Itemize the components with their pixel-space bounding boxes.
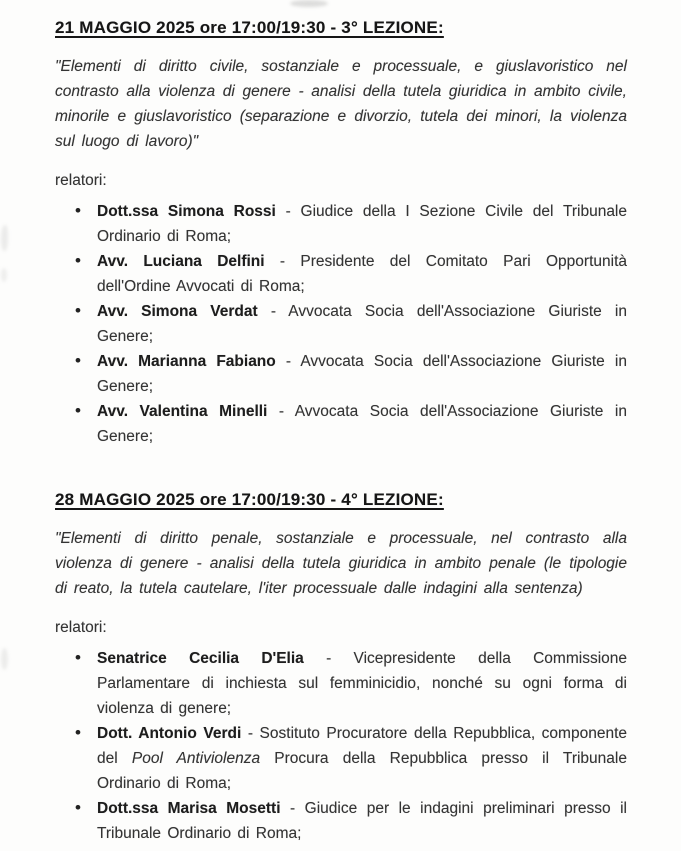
lesson-section-4 <box>55 489 627 846</box>
speaker-item <box>55 299 627 349</box>
bullet-icon: • <box>75 723 81 742</box>
speakers-label: relatori: <box>55 172 107 189</box>
speaker-role: - Sostituto Procuratore della Repubblica, componente del <box>97 725 627 767</box>
speaker-role: - Giudice della I Sezione Civile del Tribunale Ordinario di Roma; <box>97 203 627 245</box>
scan-smudge <box>290 0 328 7</box>
speaker-name: Avv. Simona Verdat <box>97 303 258 320</box>
speaker-item <box>55 721 627 796</box>
bullet-icon: • <box>75 301 81 320</box>
bullet-icon: • <box>75 251 81 270</box>
speaker-item <box>55 249 627 299</box>
speaker-item <box>55 796 627 846</box>
scan-artifact <box>1 648 8 670</box>
speaker-role-italic: Pool Antiviolenza <box>131 750 261 767</box>
speaker-name: Avv. Marianna Fabiano <box>97 353 276 370</box>
speaker-role: - Avvocata Socia dell'Associazione Giuriste in Genere; <box>97 403 627 445</box>
bullet-icon: • <box>75 351 81 370</box>
bullet-icon: • <box>75 648 81 667</box>
speaker-name: Dott.ssa Simona Rossi <box>97 203 276 220</box>
speakers-label: relatori: <box>55 619 107 636</box>
bullet-icon: • <box>75 401 81 420</box>
bullet-icon: • <box>75 798 81 817</box>
scan-artifact <box>1 225 8 251</box>
lesson-description: "Elementi di diritto civile, sostanziale e processuale, e giuslavoristico nel contrasto alla violenza di genere - analisi della tutela giuridica in ambito civile, minorile e giuslavoristico (separazione e divorzio, tutela dei minori, la violenza sul luogo di lavoro)" <box>55 58 627 150</box>
speaker-role: - Presidente del Comitato Pari Opportunità dell'Ordine Avvocati di Roma; <box>97 253 627 295</box>
scan-artifact <box>1 268 7 282</box>
speaker-name: Senatrice Cecilia D'Elia <box>97 650 304 667</box>
speaker-role: - Vicepresidente della Commissione Parlamentare di inchiesta sul femminicidio, nonché su ogni forma di violenza di genere; <box>97 650 628 717</box>
lesson-section-3 <box>55 17 627 449</box>
bullet-icon: • <box>75 201 81 220</box>
speaker-name: Dott. Antonio Verdi <box>97 725 242 742</box>
lesson-heading: 21 MAGGIO 2025 ore 17:00/19:30 - 3° LEZIONE: <box>55 18 444 37</box>
lesson-heading: 28 MAGGIO 2025 ore 17:00/19:30 - 4° LEZIONE: <box>55 490 444 509</box>
speakers-list <box>55 199 627 449</box>
speaker-role: - Giudice per le indagini preliminari presso il Tribunale Ordinario di Roma; <box>97 800 627 842</box>
speaker-name: Dott.ssa Marisa Mosetti <box>97 800 281 817</box>
speaker-role: - Avvocata Socia dell'Associazione Giuriste in Genere; <box>97 353 627 395</box>
lesson-description: "Elementi di diritto penale, sostanziale e processuale, nel contrasto alla violenza di genere - analisi della tutela giuridica in ambito penale (le tipologie di reato, la tutela cautelare, l'iter processuale dalle indagini alla sentenza) <box>55 530 627 597</box>
speaker-item <box>55 349 627 399</box>
speakers-list <box>55 646 627 846</box>
speaker-item <box>55 399 627 449</box>
speaker-item <box>55 646 627 721</box>
speaker-item <box>55 199 627 249</box>
speaker-name: Avv. Luciana Delfini <box>97 253 265 270</box>
speaker-name: Avv. Valentina Minelli <box>97 403 268 420</box>
speaker-role: - Avvocata Socia dell'Associazione Giuriste in Genere; <box>97 303 628 345</box>
speaker-role-after: Procura della Repubblica presso il Tribunale Ordinario di Roma; <box>97 750 627 792</box>
